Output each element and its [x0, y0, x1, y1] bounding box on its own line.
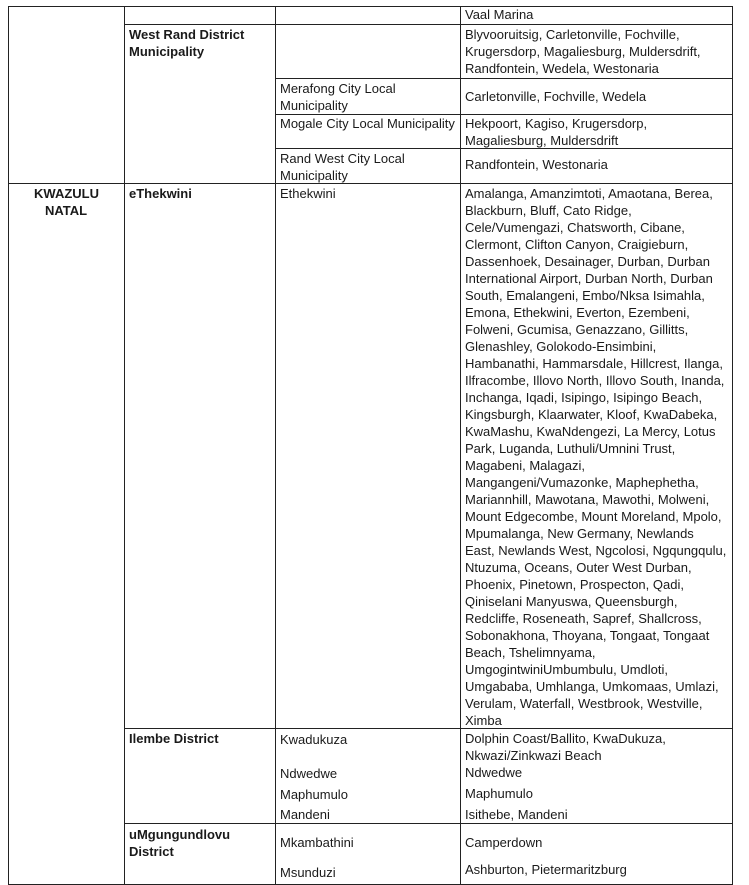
towns-cell: Randfontein, Westonaria — [465, 157, 608, 172]
towns-cell: Isithebe, Mandeni — [465, 807, 568, 822]
local-municipality-cell: Ndwedwe — [280, 766, 338, 781]
district-cell: West Rand District Municipality — [129, 27, 245, 59]
local-municipality-cell: Rand West City Local Municipality — [280, 151, 405, 183]
local-municipality-cell: Maphumulo — [280, 787, 348, 802]
province-cell: KWAZULU NATAL — [34, 186, 99, 218]
towns-cell: Carletonville, Fochville, Wedela — [465, 89, 647, 104]
towns-cell: Blyvooruitsig, Carletonville, Fochville, Krugersdorp, Magaliesburg, Muldersdrift, Randfontein, Wedela, Westonaria — [465, 27, 701, 76]
local-municipality-cell: Mogale City Local Municipality — [280, 116, 455, 131]
rule — [8, 6, 9, 885]
towns-cell: Vaal Marina — [465, 7, 534, 22]
local-municipality-cell: Ethekwini — [280, 186, 336, 201]
towns-cell: Amalanga, Amanzimtoti, Amaotana, Berea, Blackburn, Bluff, Cato Ridge, Cele/Vumengazi, Chatsworth, Cibane, Clermont, Clifton Canyon, Craigieburn, Dassenhoek, Desainager, Durban, Durban International Airport, Durban North, Durban South, Emalangeni, Embo/Nksa Isimahla, Emona, Ethekwini, Everton, Ezembeni, Folweni, Gcumisa, Genazzano, Gillitts, Glenashley, Golokodo-Ensimbini, Hambanathi, Hammarsdale, Hillcrest, Ilanga, Ilfracombe, Illovo North, Illovo South, Inanda, Inchanga, Iqadi, Isipingo, Isipingo Beach, Kingsburgh, Klaarwater, Kloof, KwaDabeka, KwaMashu, KwaNdengezi, La Mercy, Lotus Park, Luganda, Luthuli/Umnini Trust, Magabeni, Malagazi, Mangangeni/Vumazonke, Maphephetha, Mariannhill, Mawotana, Mawothi, Molweni, Mount Edgecombe, Mount Moreland, Mpolo, Mpumalanga, New Germany, Newlands East, Newlands West, Ngcolosi, Ngqungqulu, Ntuzuma, Oceans, Outer West Durban, Phoenix, Pinetown, Prospecton, Qadi, Qiniselani Manyuswa, Queensburgh, Redcliffe, Roseneath, Sapref, Shallcross, Sobonakhona, Thoyana, Tongaat, Tongaat Beach, Tshelimnyama, UmgogintwiniUmbumbulu, Umdloti, Umgababa, Umhlanga, Umkomaas, Umlazi, Verulam, Waterfall, Westbrook, Westville, Ximba — [465, 186, 727, 728]
local-municipality-cell: Msunduzi — [280, 865, 336, 880]
towns-cell: Hekpoort, Kagiso, Krugersdorp, Magaliesburg, Muldersdrift — [465, 116, 648, 148]
rule — [732, 6, 733, 885]
district-cell: uMgungundlovu District — [129, 827, 231, 859]
local-municipality-cell: Kwadukuza — [280, 732, 348, 747]
local-municipality-cell: Mkambathini — [280, 835, 354, 850]
district-cell: eThekwini — [129, 186, 192, 201]
towns-cell: Ashburton, Pietermaritzburg — [465, 862, 627, 877]
rule — [275, 6, 276, 885]
towns-cell: Camperdown — [465, 835, 543, 850]
local-municipality-cell: Merafong City Local Municipality — [280, 81, 396, 113]
towns-cell: Maphumulo — [465, 786, 533, 801]
towns-cell: Ndwedwe — [465, 765, 523, 780]
district-cell: Ilembe District — [129, 731, 219, 746]
rule — [124, 6, 125, 885]
local-municipality-cell: Mandeni — [280, 807, 330, 822]
towns-cell: Dolphin Coast/Ballito, KwaDukuza, Nkwazi/Zinkwazi Beach — [465, 731, 666, 763]
